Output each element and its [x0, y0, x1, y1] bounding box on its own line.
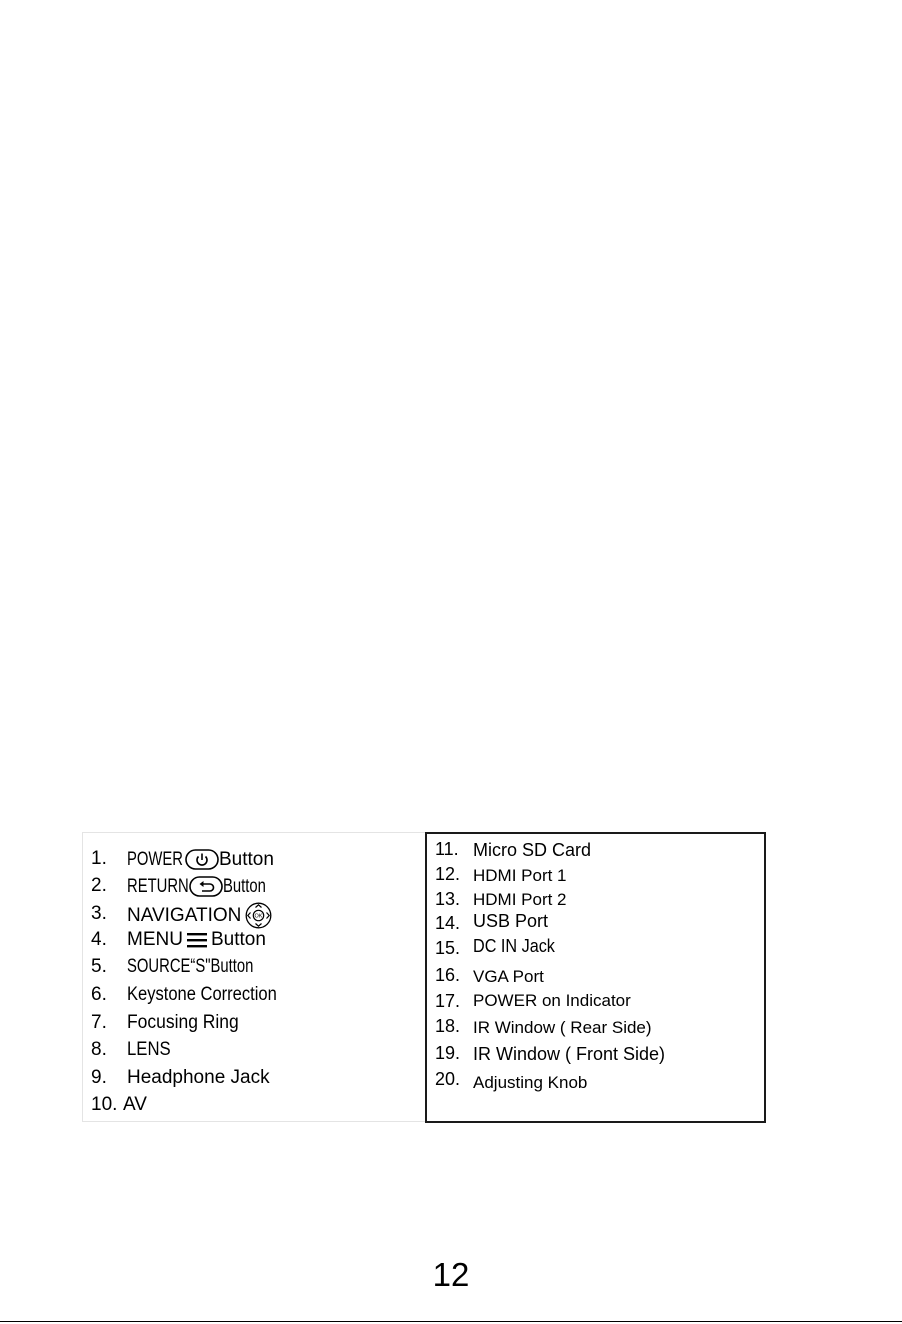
legend-item-lens: [83, 1040, 423, 1062]
item-label: Keystone Correction: [127, 984, 277, 1005]
item-label: DC IN Jack: [473, 936, 555, 956]
bottom-rule: [0, 1321, 902, 1322]
item-number: 14.: [435, 913, 461, 933]
return-icon: [189, 876, 223, 897]
item-number: 20.: [435, 1069, 461, 1089]
item-label: MENU: [127, 929, 183, 950]
item-label: POWER on Indicator: [473, 991, 631, 1010]
legend-item-focusing-ring: [83, 1013, 423, 1035]
legend-left-box: [82, 832, 426, 1122]
item-label: LENS: [127, 1039, 171, 1060]
legend-item-navigation: [83, 902, 423, 928]
item-label: AV: [123, 1094, 147, 1115]
item-number: 4.: [91, 929, 107, 950]
item-number: 13.: [435, 889, 461, 909]
item-label: VGA Port: [473, 967, 544, 986]
item-label: USB Port: [473, 911, 549, 931]
item-number: 7.: [91, 1012, 107, 1033]
menu-icon: [185, 931, 209, 949]
item-number: 18.: [435, 1016, 461, 1036]
item-number: 10.: [91, 1094, 118, 1115]
item-label: HDMI Port 1: [473, 866, 567, 885]
legend-item-menu: [83, 930, 423, 952]
item-number: 12.: [435, 864, 461, 884]
item-number: 9.: [91, 1067, 107, 1088]
power-icon: [185, 849, 219, 870]
item-number: 8.: [91, 1039, 107, 1060]
item-label: RETURN: [127, 876, 189, 897]
item-label: POWER: [127, 849, 183, 870]
item-number: 2.: [91, 875, 107, 896]
ok-label: OK: [254, 913, 263, 920]
item-label: Adjusting Knob: [473, 1073, 588, 1092]
legend-item-keystone: [83, 985, 423, 1007]
item-number: 11.: [435, 839, 459, 859]
item-label: Micro SD Card: [473, 840, 592, 860]
legend-item-power: [83, 849, 423, 871]
item-label-suffix: Button: [210, 929, 266, 950]
legend-item-source: [83, 957, 423, 979]
legend-item-av: [83, 1095, 423, 1117]
navigation-ok-icon: [245, 902, 272, 929]
item-label-suffix: Button: [219, 849, 274, 870]
legend-item-headphone-jack: [83, 1068, 423, 1090]
page-number: 12: [432, 1256, 470, 1293]
item-number: 3.: [91, 903, 107, 924]
item-number: 16.: [435, 965, 461, 985]
item-number: 5.: [91, 956, 107, 977]
item-number: 17.: [435, 991, 461, 1011]
item-label-suffix: Button: [223, 876, 266, 897]
item-label: Focusing Ring: [127, 1012, 239, 1033]
item-number: 19.: [435, 1043, 461, 1063]
item-number: 15.: [435, 938, 461, 958]
item-label: NAVIGATION: [127, 905, 242, 926]
item-label: HDMI Port 2: [473, 890, 567, 909]
item-label: IR Window ( Rear Side): [473, 1018, 652, 1037]
item-number: 1.: [91, 848, 107, 869]
legend-right-box: [425, 832, 766, 1123]
item-label: SOURCE“S"Button: [127, 956, 254, 977]
legend-item-return: [83, 876, 423, 898]
item-label: IR Window ( Front Side): [473, 1044, 666, 1064]
item-number: 6.: [91, 984, 107, 1005]
item-label: Headphone Jack: [127, 1067, 270, 1088]
